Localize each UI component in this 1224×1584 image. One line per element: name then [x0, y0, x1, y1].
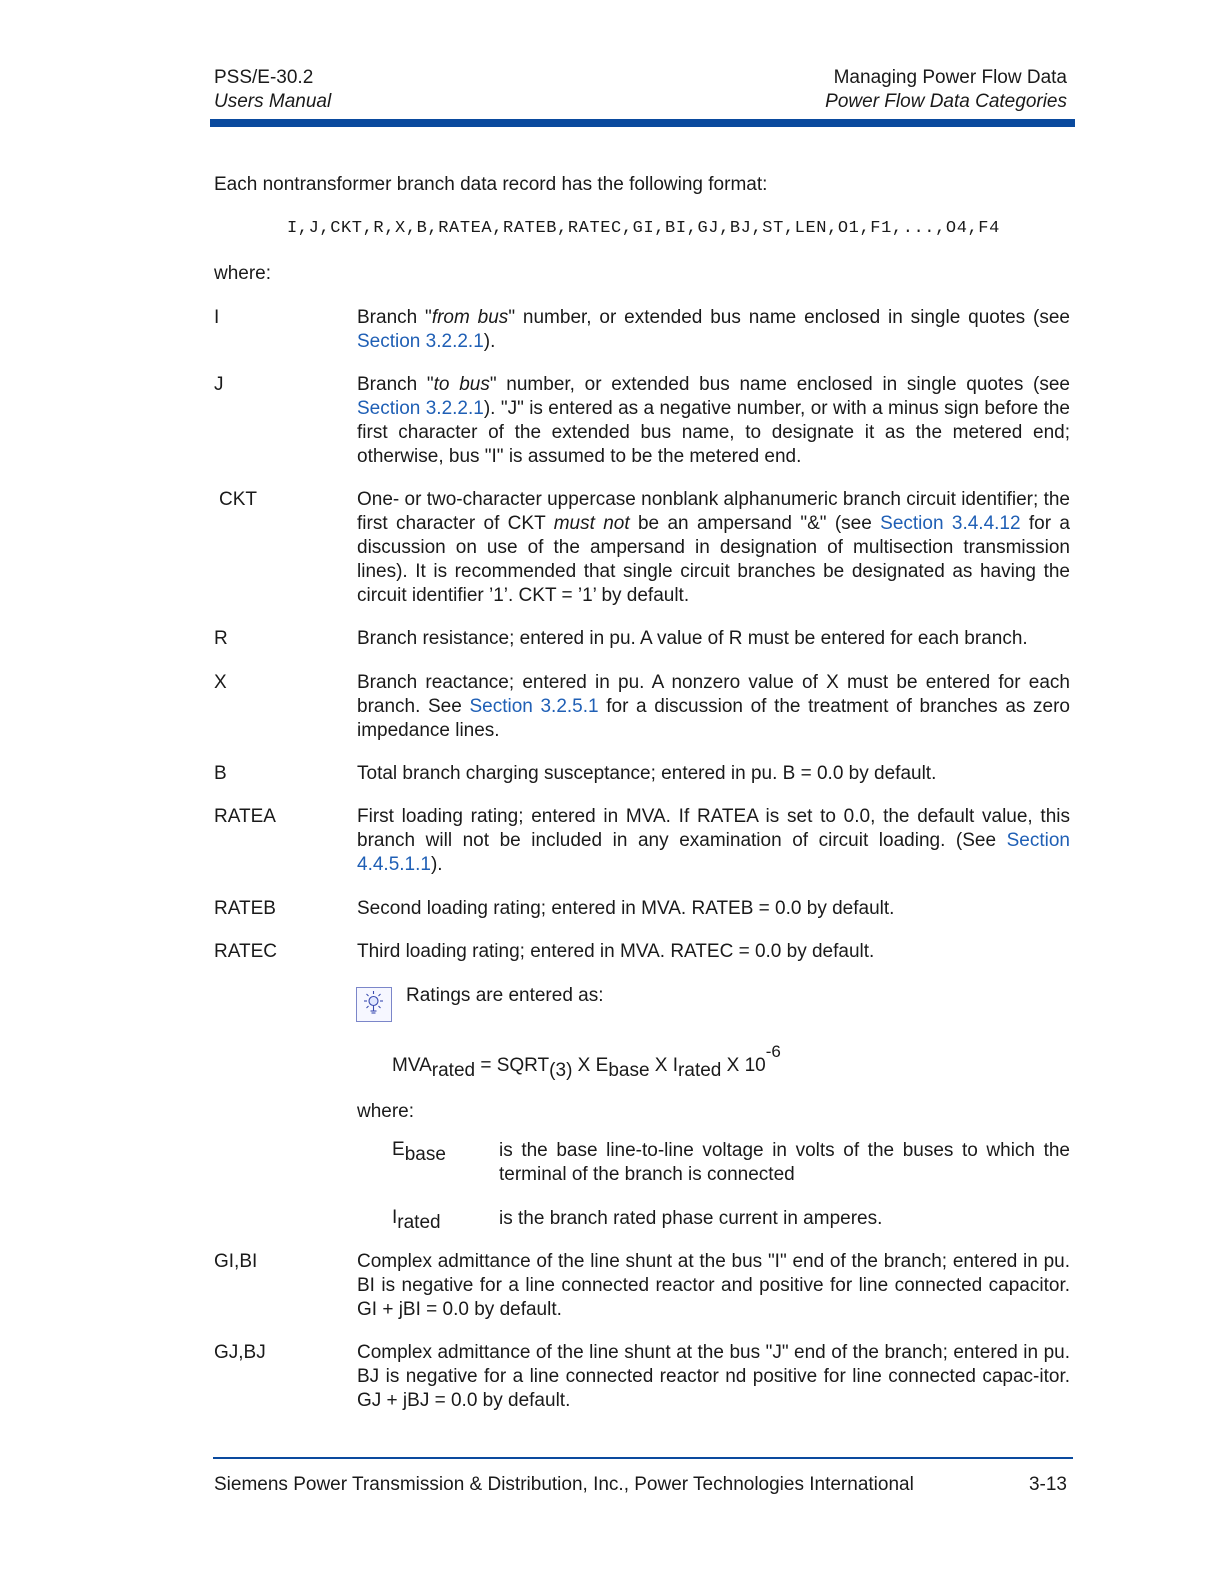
field-term-ratec: RATEC [214, 941, 277, 962]
field-term-b: B [214, 763, 227, 784]
chapter-title: Managing Power Flow Data [833, 67, 1067, 88]
field-desc-gi-bi: Complex admittance of the line shunt at the bus "I" end of the branch; entered in pu. BI is negative for a line connected reactor and positive for line connected capacitor. GI + jBI = 0.0 by default. [357, 1251, 1070, 1320]
header-right [825, 66, 1067, 114]
manual-title: Users Manual [214, 91, 332, 112]
note-text: Ratings are entered as: [406, 985, 604, 1006]
section-link[interactable]: Section 3.2.2.1 [357, 398, 484, 419]
def-text-ebase: is the base line-to-line voltage in volts of the buses to which the terminal of the branch is connected [499, 1140, 1070, 1185]
record-format: I,J,CKT,R,X,B,RATEA,RATEB,RATEC,GI,BI,GJ,BJ,ST,LEN,O1,F1,...,O4,F4 [287, 219, 1000, 238]
field-term-j: J [214, 374, 224, 395]
page-number: 3-13 [1028, 1474, 1067, 1495]
field-term-gi-bi: GI,BI [214, 1251, 258, 1272]
field-term-rateb: RATEB [214, 898, 276, 919]
manual-id: PSS/E-30.2 [214, 67, 314, 88]
field-desc-gj-bj: Complex admittance of the line shunt at the bus "J" end of the branch; entered in pu. BJ is negative for a line connected reactor nd positive for line connected capac-itor. GJ + jBJ = 0.0 by default. [357, 1342, 1070, 1411]
field-desc-ratea: First loading rating; entered in MVA. If RATEA is set to 0.0, the default value, this branch will not be included in any examination of circuit loading. (See Section 4.4.5.1.1). [357, 806, 1070, 875]
field-desc-ratec: Third loading rating; entered in MVA. RATEC = 0.0 by default. [357, 941, 875, 962]
section-title: Power Flow Data Categories [825, 91, 1067, 112]
footer-company: Siemens Power Transmission & Distribution, Inc., Power Technologies International [214, 1474, 914, 1495]
section-link[interactable]: Section 4.4.5.1.1 [357, 830, 1070, 875]
section-link[interactable]: Section 3.2.2.1 [357, 331, 484, 352]
field-desc-j: Branch "to bus" number, or extended bus name enclosed in single quotes (see Section 3.2.2.1). "J" is entered as a negative number, or with a minus sign before the first character of the extended bus name, to designate it as the metered end; otherwise, bus "I" is assumed to be the metered end. [357, 374, 1070, 467]
rating-formula: MVArated = SQRT(3) X Ebase X Irated X 10-6 [392, 1042, 781, 1081]
header-left [214, 66, 331, 114]
def-text-irated: is the branch rated phase current in amperes. [499, 1208, 883, 1229]
field-desc-i: Branch "from bus" number, or extended bus name enclosed in single quotes (see Section 3.2.2.1). [357, 307, 1070, 352]
field-term-r: R [214, 628, 228, 649]
header-rule [210, 119, 1075, 127]
lightbulb-icon [356, 987, 392, 1022]
section-link[interactable]: Section 3.2.5.1 [469, 696, 599, 717]
field-desc-ckt: One- or two-character uppercase nonblank alphanumeric branch circuit identifier; the first character of CKT must not be an ampersand "&" (see Section 3.4.4.12 for a discussion on use of the ampersand in designation of multisection transmission lines). It is recommended that single circuit branches be designated as having the circuit identifier ’1’. CKT = ’1’ by default. [357, 489, 1070, 606]
def-symbol-irated: Irated [392, 1207, 441, 1233]
field-term-gj-bj: GJ,BJ [214, 1342, 266, 1363]
footer-rule [213, 1457, 1073, 1459]
field-desc-rateb: Second loading rating; entered in MVA. RATEB = 0.0 by default. [357, 898, 895, 919]
field-term-ckt: CKT [219, 489, 257, 510]
field-term-ratea: RATEA [214, 806, 276, 827]
where-label: where: [214, 263, 272, 284]
intro-paragraph: Each nontransformer branch data record has the following format: [214, 174, 768, 195]
field-desc-r: Branch resistance; entered in pu. A value of R must be entered for each branch. [357, 628, 1028, 649]
note-where-label: where: [357, 1101, 415, 1122]
field-desc-x: Branch reactance; entered in pu. A nonzero value of X must be entered for each branch. See Section 3.2.5.1 for a discussion of the treatment of branches as zero impedance lines. [357, 672, 1070, 741]
field-term-x: X [214, 672, 227, 693]
def-symbol-ebase: Ebase [392, 1139, 446, 1165]
field-desc-b: Total branch charging susceptance; entered in pu. B = 0.0 by default. [357, 763, 937, 784]
section-link[interactable]: Section 3.4.4.12 [880, 513, 1021, 534]
field-term-i: I [214, 307, 220, 328]
